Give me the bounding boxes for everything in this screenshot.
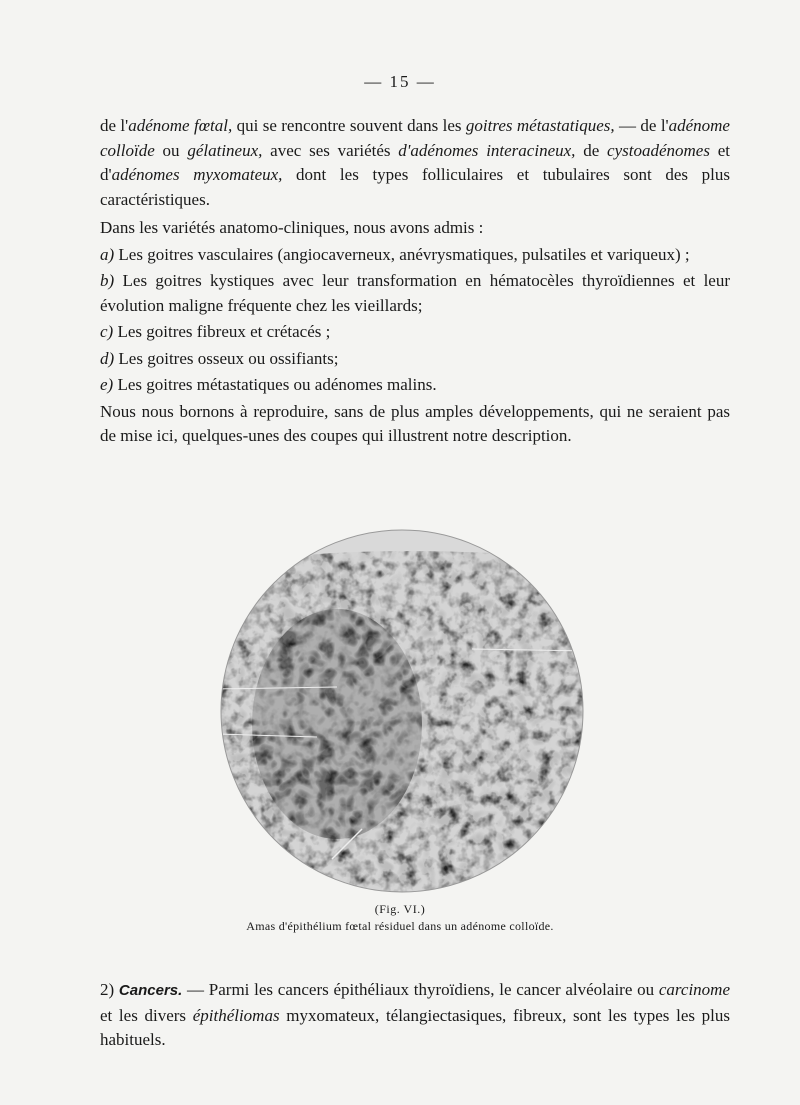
figure-caption: Amas d'épithélium fœtal résiduel dans un adénome colloïde. bbox=[246, 919, 554, 933]
italic-term: adénome colloïde bbox=[100, 116, 730, 160]
text-run: — Parmi les cancers épithéliaux thyroïdiens, le cancer alvéolaire ou bbox=[182, 980, 659, 999]
text-run: de bbox=[575, 140, 608, 160]
list-item-a bbox=[100, 243, 730, 268]
italic-term: adénome fœtal, bbox=[128, 116, 233, 135]
section-number: 2) bbox=[100, 980, 119, 999]
section-heading: Cancers. bbox=[118, 982, 183, 999]
list-marker: b) bbox=[100, 271, 115, 290]
italic-term: carcinome bbox=[658, 980, 730, 999]
italic-term: épithéliomas bbox=[192, 1005, 280, 1025]
list-marker: c) bbox=[100, 322, 114, 341]
text-run: myxomateux, télangiectasiques, fibreux, sont les types les plus habituels. bbox=[100, 1005, 730, 1049]
italic-term: cystoadénomes bbox=[607, 140, 710, 160]
micrograph-figure bbox=[217, 529, 587, 893]
cancers-paragraph bbox=[100, 978, 730, 1053]
text-run: et d' bbox=[100, 140, 731, 184]
italic-term: d'adénomes interacineux, bbox=[398, 140, 576, 160]
text-run: dont les types folliculaires et tubulaires sont des plus caractéristiques. bbox=[100, 165, 730, 209]
text-run: ou bbox=[154, 140, 188, 160]
text-run: — de l' bbox=[614, 116, 669, 135]
paragraph-cancers bbox=[100, 978, 730, 1053]
figure-label: (Fig. VI.) bbox=[374, 902, 426, 916]
page-number: — 15 — bbox=[364, 72, 436, 91]
main-text bbox=[100, 114, 730, 449]
list-text: Les goitres fibreux et crétacés ; bbox=[113, 322, 331, 341]
paragraph-adenomes bbox=[100, 114, 730, 212]
list-marker: d) bbox=[100, 348, 115, 368]
list-item-d bbox=[100, 347, 730, 372]
list-text: Les goitres métastatiques ou adénomes malins. bbox=[113, 375, 437, 394]
list-text: Les goitres kystiques avec leur transformation en hématocèles thyroïdiennes et leur évolution maligne fréquente chez les vieillards; bbox=[100, 271, 730, 315]
closing-paragraph: Nous nous bornons à reproduire, sans de plus amples développements, qui ne seraient pas de mise ici, quelques-unes des coupes qui illustrent notre description. bbox=[100, 401, 730, 445]
text-run: de l' bbox=[100, 116, 129, 135]
text-run: qui se rencontre souvent dans les bbox=[232, 116, 466, 135]
list-item-c bbox=[100, 320, 730, 345]
list-marker: a) bbox=[100, 244, 115, 264]
list-item-e bbox=[100, 373, 730, 398]
italic-term: adénomes myxomateux, bbox=[111, 165, 283, 184]
intro-line: Dans les variétés anatomo-cliniques, nous avons admis : bbox=[100, 218, 484, 237]
list-text: Les goitres osseux ou ossifiants; bbox=[114, 348, 339, 368]
list-text: Les goitres vasculaires (angiocaverneux, anévrysmatiques, pulsatiles et variqueux) ; bbox=[114, 244, 690, 264]
italic-term: goitres métastatiques, bbox=[465, 116, 615, 135]
text-run: avec ses variétés bbox=[262, 140, 399, 160]
italic-term: gélatineux, bbox=[187, 140, 263, 160]
list-item-b bbox=[100, 269, 730, 318]
micrograph-image bbox=[217, 529, 587, 893]
list-marker: e) bbox=[100, 375, 114, 394]
text-run: et les divers bbox=[100, 1005, 193, 1025]
